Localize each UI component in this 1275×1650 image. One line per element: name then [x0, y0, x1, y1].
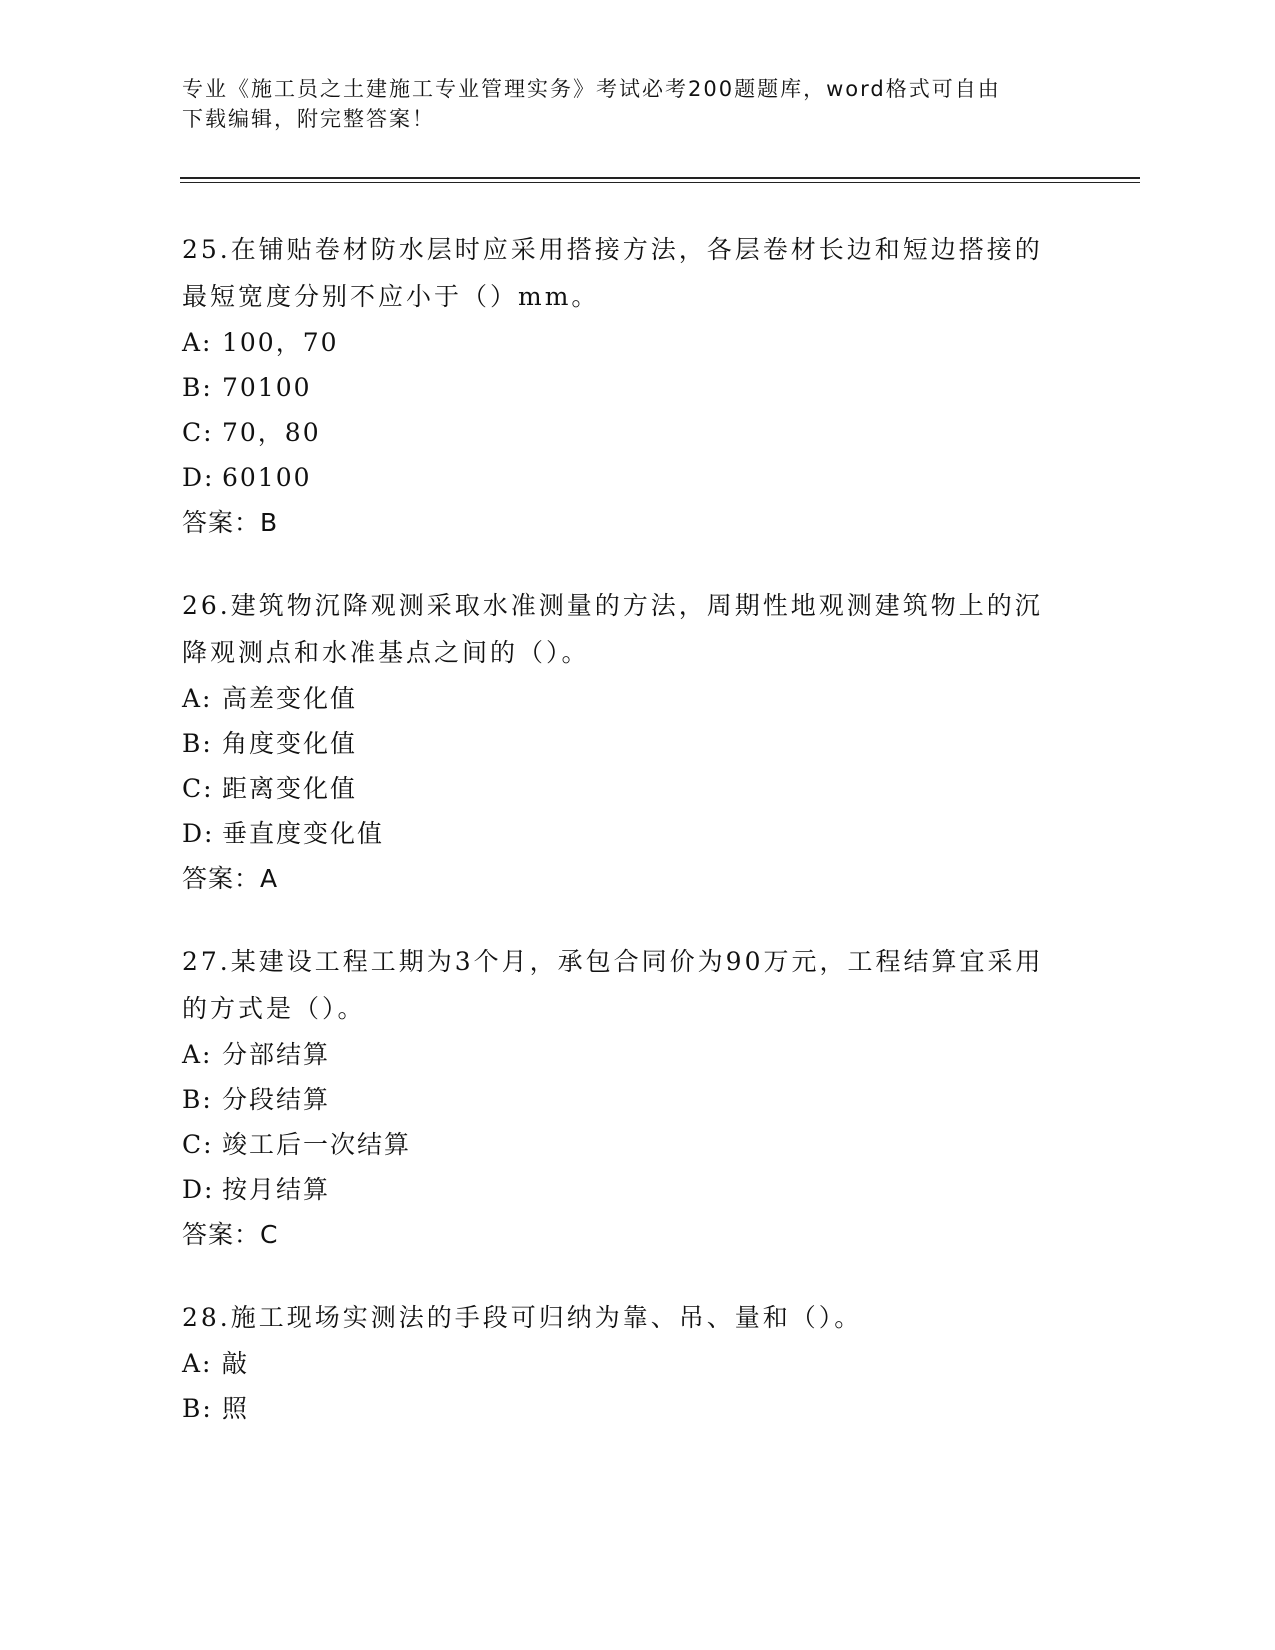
option-label: C:	[182, 1130, 214, 1159]
option-c	[182, 1122, 1062, 1167]
option-text: 70，80	[222, 418, 321, 447]
header-divider	[180, 177, 1140, 179]
question-28	[182, 1294, 1062, 1431]
option-b	[182, 721, 1062, 766]
option-text: 分段结算	[222, 1085, 331, 1114]
option-label: B:	[182, 1085, 213, 1114]
option-b	[182, 365, 1062, 410]
option-label: C:	[182, 774, 214, 803]
option-c	[182, 410, 1062, 455]
option-text: 高差变化值	[222, 684, 358, 713]
option-a	[182, 320, 1062, 365]
option-d	[182, 811, 1062, 856]
question-27	[182, 938, 1062, 1258]
header-line-2: 下载编辑，附完整答案！	[182, 107, 435, 131]
option-label: B:	[182, 729, 213, 758]
option-label: B:	[182, 1394, 213, 1423]
option-label: D:	[182, 1175, 215, 1204]
answer-text: 答案：C	[182, 1220, 279, 1249]
option-label: C:	[182, 418, 214, 447]
question-list	[182, 226, 1062, 1467]
option-text: 按月结算	[222, 1175, 331, 1204]
option-b	[182, 1386, 1062, 1431]
option-text: 照	[222, 1394, 250, 1423]
option-text: 角度变化值	[222, 729, 358, 758]
option-label: A:	[182, 1040, 213, 1069]
option-b	[182, 1077, 1062, 1122]
answer-text: 答案：B	[182, 508, 279, 537]
question-text: 27.某建设工程工期为3个月，承包合同价为90万元，工程结算宜采用的方式是（）。	[182, 947, 1044, 1023]
question-25	[182, 226, 1062, 546]
option-label: D:	[182, 819, 215, 848]
option-label: A:	[182, 684, 213, 713]
option-d	[182, 455, 1062, 500]
option-a	[182, 1341, 1062, 1386]
option-text: 敲	[222, 1349, 250, 1378]
option-label: B:	[182, 373, 213, 402]
question-text: 25.在铺贴卷材防水层时应采用搭接方法，各层卷材长边和短边搭接的最短宽度分别不应小于（）mm。	[182, 235, 1043, 311]
answer-text: 答案：A	[182, 864, 279, 893]
option-c	[182, 766, 1062, 811]
question-text: 28.施工现场实测法的手段可归纳为靠、吊、量和（）。	[182, 1303, 863, 1332]
option-label: A:	[182, 328, 213, 357]
question-26	[182, 582, 1062, 902]
header-line-1: 专业《施工员之土建施工专业管理实务》考试必考200题题库，word格式可自由	[182, 77, 1001, 101]
option-text: 距离变化值	[222, 774, 358, 803]
option-text: 100，70	[222, 328, 339, 357]
option-label: A:	[182, 1349, 213, 1378]
option-d	[182, 1167, 1062, 1212]
document-header	[182, 74, 1062, 134]
option-label: D:	[182, 463, 215, 492]
question-text: 26.建筑物沉降观测采取水准测量的方法，周期性地观测建筑物上的沉降观测点和水准基点之间的（）。	[182, 591, 1043, 667]
option-text: 70100	[222, 373, 312, 402]
option-text: 分部结算	[222, 1040, 331, 1069]
option-a	[182, 676, 1062, 721]
option-text: 60100	[222, 463, 312, 492]
option-a	[182, 1032, 1062, 1077]
option-text: 垂直度变化值	[222, 819, 385, 848]
option-text: 竣工后一次结算	[222, 1130, 412, 1159]
header-divider-thin	[180, 182, 1140, 183]
